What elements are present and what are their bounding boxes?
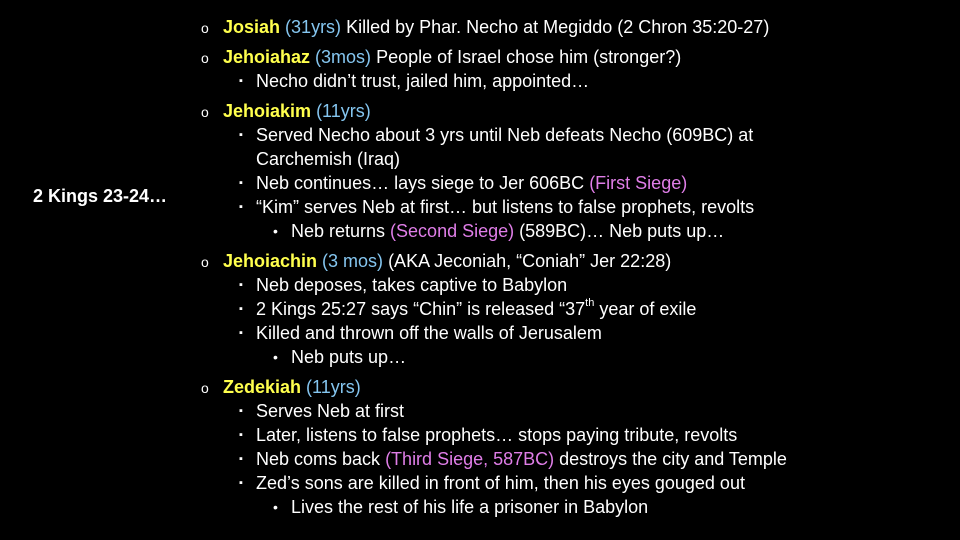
king-name: Jehoiachin (223, 251, 318, 271)
king-name: Josiah (223, 17, 281, 37)
sub-item-continued: Carchemish (Iraq) (256, 149, 401, 169)
sub-sub-item: Lives the rest of his life a prisoner in Babylon (291, 497, 649, 517)
sub-item-text: destroys the city and Temple (554, 449, 787, 469)
level2-bullet: ▪ (239, 327, 243, 339)
level2-bullet: ▪ (239, 429, 243, 441)
slide-title: 2 Kings 23-24… (33, 186, 168, 206)
king-zedekiah (223, 376, 361, 398)
sub-item: Later, listens to false prophets… stops paying tribute, revolts (256, 425, 738, 445)
sub-item (256, 172, 687, 194)
sub-item (256, 298, 696, 320)
sub-item-text: Neb returns (291, 221, 391, 241)
king-description: (AKA Jeconiah, “Coniah” Jer 22:28) (383, 251, 672, 271)
level3-bullet: • (273, 499, 278, 515)
sub-item: Served Necho about 3 yrs until Neb defeats Necho (609BC) at (256, 125, 754, 145)
reign-length: (3 mos) (322, 251, 384, 271)
level2-bullet: ▪ (239, 453, 243, 465)
king-name: Jehoiahaz (223, 47, 311, 67)
sub-sub-item (291, 220, 724, 242)
king-jehoiakim (223, 100, 371, 122)
sub-item-text: Neb continues… lays siege to Jer 606BC (256, 173, 590, 193)
level2-bullet: ▪ (239, 405, 243, 417)
sub-item: “Kim” serves Neb at first… but listens to false prophets, revolts (256, 197, 755, 217)
level3-bullet: • (273, 349, 278, 365)
superscript: th (585, 297, 595, 309)
level1-bullet: o (201, 50, 209, 66)
level2-bullet: ▪ (239, 477, 243, 489)
reign-length: (3mos) (315, 47, 372, 67)
siege-label: (Third Siege, 587BC) (385, 449, 555, 469)
level1-bullet: o (201, 20, 209, 36)
level1-bullet: o (201, 254, 209, 270)
sub-item: Serves Neb at first (256, 401, 405, 421)
king-jehoiahaz (223, 46, 681, 68)
level2-bullet: ▪ (239, 303, 243, 315)
level1-bullet: o (201, 104, 209, 120)
level1-bullet: o (201, 380, 209, 396)
sub-item: Necho didn’t trust, jailed him, appointed… (256, 71, 590, 91)
sub-item-text: 2 Kings 25:27 says “Chin” is released “37 (256, 299, 586, 319)
reign-length: (11yrs) (306, 377, 361, 397)
sub-item: Neb deposes, takes captive to Babylon (256, 275, 568, 295)
sub-sub-item: Neb puts up… (291, 347, 407, 367)
king-description: People of Israel chose him (stronger?) (371, 47, 682, 67)
king-josiah (223, 16, 769, 38)
sub-item (256, 448, 787, 470)
sub-item-text: (589BC)… Neb puts up… (514, 221, 725, 241)
king-name: Zedekiah (223, 377, 302, 397)
king-description: Killed by Phar. Necho at Megiddo (2 Chron 35:20-27) (341, 17, 770, 37)
reign-length: (31yrs) (285, 17, 342, 37)
level2-bullet: ▪ (239, 129, 243, 141)
king-name: Jehoiakim (223, 101, 312, 121)
reign-length: (11yrs) (316, 101, 371, 121)
level2-bullet: ▪ (239, 279, 243, 291)
level2-bullet: ▪ (239, 75, 243, 87)
king-jehoiachin (223, 250, 671, 272)
level2-bullet: ▪ (239, 177, 243, 189)
level2-bullet: ▪ (239, 201, 243, 213)
sub-item-text: Neb coms back (256, 449, 386, 469)
sub-item: Zed’s sons are killed in front of him, then his eyes gouged out (256, 473, 745, 493)
sub-item-text: year of exile (594, 299, 697, 319)
siege-label: (First Siege) (589, 173, 688, 193)
level3-bullet: • (273, 223, 278, 239)
siege-label: (Second Siege) (390, 221, 515, 241)
sub-item: Killed and thrown off the walls of Jerusalem (256, 323, 602, 343)
